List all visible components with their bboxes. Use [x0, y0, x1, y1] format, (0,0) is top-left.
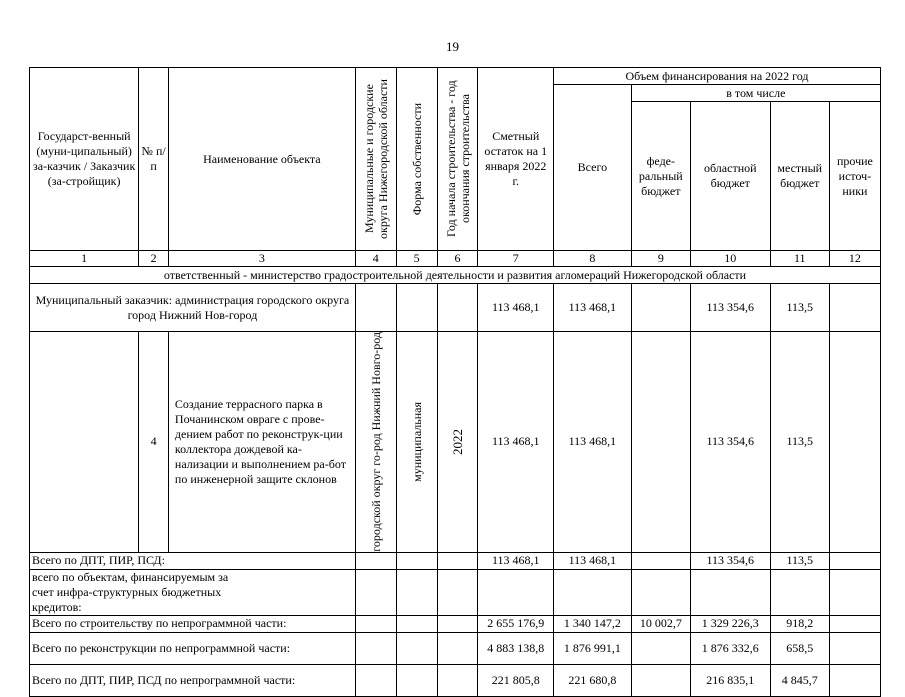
federal-cell [631, 552, 690, 569]
col-number: 6 [437, 251, 478, 267]
balance-cell: 113 468,1 [478, 332, 554, 553]
federal-cell [631, 632, 690, 664]
header-local: местный бюджет [770, 102, 829, 251]
object-name: Создание террасного парка в Почанинском овраге с прове-дением работ по реконструк-ции коллектора дождевой ка-нализации и выполнением ра-бот по инженерной защите склонов [168, 332, 355, 553]
header-object-name: Наименование объекта [168, 68, 355, 251]
balance-cell: 2 655 176,9 [478, 615, 554, 632]
object-num: 4 [139, 332, 169, 553]
total-label: всего по объектам, финансируемым за счет инфра-структурных бюджетных кредитов: [30, 569, 356, 615]
col-number: 8 [554, 251, 632, 267]
balance-cell: 4 883 138,8 [478, 632, 554, 664]
local-cell: 113,5 [770, 332, 829, 553]
total-cell: 113 468,1 [554, 552, 632, 569]
responsible-row: ответственный - министерство градостроительной деятельности и развития агломераций Нижегородской области [30, 267, 881, 284]
object-municipality: городской округ го-род Нижний Новго-род [368, 332, 383, 552]
header-total: Всего [554, 85, 632, 251]
local-cell [770, 569, 829, 615]
regional-cell: 1 329 226,3 [690, 615, 770, 632]
page-number: 19 [446, 39, 459, 54]
object-ownership: муниципальная [409, 401, 424, 482]
col-number: 5 [396, 251, 437, 267]
total-label: Всего по ДПТ, ПИР, ПСД: [30, 552, 356, 569]
balance-cell: 221 805,8 [478, 664, 554, 696]
total-row [30, 615, 881, 632]
total-label: Всего по строительству по непрограммной части: [30, 615, 356, 632]
total-label: Всего по реконструкции по непрограммной части: [30, 632, 356, 664]
balance-cell: 113 468,1 [478, 284, 554, 332]
municipal-customer-row [30, 284, 881, 332]
header-including: в том числе [631, 85, 880, 102]
total-label: Всего по ДПТ, ПИР, ПСД по непрограммной части: [30, 664, 356, 696]
col-number: 11 [770, 251, 829, 267]
header-regional: областной бюджет [690, 102, 770, 251]
local-cell: 4 845,7 [770, 664, 829, 696]
federal-cell: 10 002,7 [631, 615, 690, 632]
total-row [30, 569, 881, 615]
total-cell: 113 468,1 [554, 284, 632, 332]
col-number: 2 [139, 251, 169, 267]
total-row [30, 664, 881, 696]
header-federal: феде-ральный бюджет [631, 102, 690, 251]
column-numbers-row [30, 251, 881, 267]
local-cell: 113,5 [770, 552, 829, 569]
total-cell: 113 468,1 [554, 332, 632, 553]
regional-cell: 216 835,1 [690, 664, 770, 696]
header-municipality: Муниципальные и городские округа Нижегородской области [361, 79, 390, 239]
federal-cell [631, 569, 690, 615]
municipal-customer-label: Муниципальный заказчик: администрация городского округа город Нижний Нов-город [30, 284, 356, 332]
object-row [30, 332, 881, 553]
col-number: 7 [478, 251, 554, 267]
balance-cell [478, 569, 554, 615]
header-balance: Сметный остаток на 1 января 2022 г. [478, 68, 554, 251]
regional-cell: 113 354,6 [690, 332, 770, 553]
balance-cell: 113 468,1 [478, 552, 554, 569]
federal-cell [631, 664, 690, 696]
local-cell: 113,5 [770, 284, 829, 332]
total-cell [554, 569, 632, 615]
object-years: 2022 [449, 428, 465, 455]
local-cell: 918,2 [770, 615, 829, 632]
col-number: 10 [690, 251, 770, 267]
regional-cell [690, 569, 770, 615]
header-other: прочие источ-ники [829, 102, 880, 251]
total-cell: 1 876 991,1 [554, 632, 632, 664]
header-customer: Государст-венный (муни-ципальный) за-казчик / Заказчик (за-стройщик) [30, 68, 139, 251]
total-row [30, 632, 881, 664]
col-number: 12 [829, 251, 880, 267]
total-cell: 1 340 147,2 [554, 615, 632, 632]
col-number: 4 [355, 251, 396, 267]
total-cell: 221 680,8 [554, 664, 632, 696]
header-num: № п/п [139, 68, 169, 251]
total-row [30, 552, 881, 569]
header-ownership: Форма собственности [409, 102, 424, 216]
regional-cell: 1 876 332,6 [690, 632, 770, 664]
col-number: 3 [168, 251, 355, 267]
local-cell: 658,5 [770, 632, 829, 664]
header-financing: Объем финансирования на 2022 год [554, 68, 881, 85]
col-number: 9 [631, 251, 690, 267]
header-years: Год начала строительства - год окончания строительства [443, 80, 472, 238]
regional-cell: 113 354,6 [690, 284, 770, 332]
regional-cell: 113 354,6 [690, 552, 770, 569]
financing-table [29, 67, 881, 697]
col-number: 1 [30, 251, 139, 267]
